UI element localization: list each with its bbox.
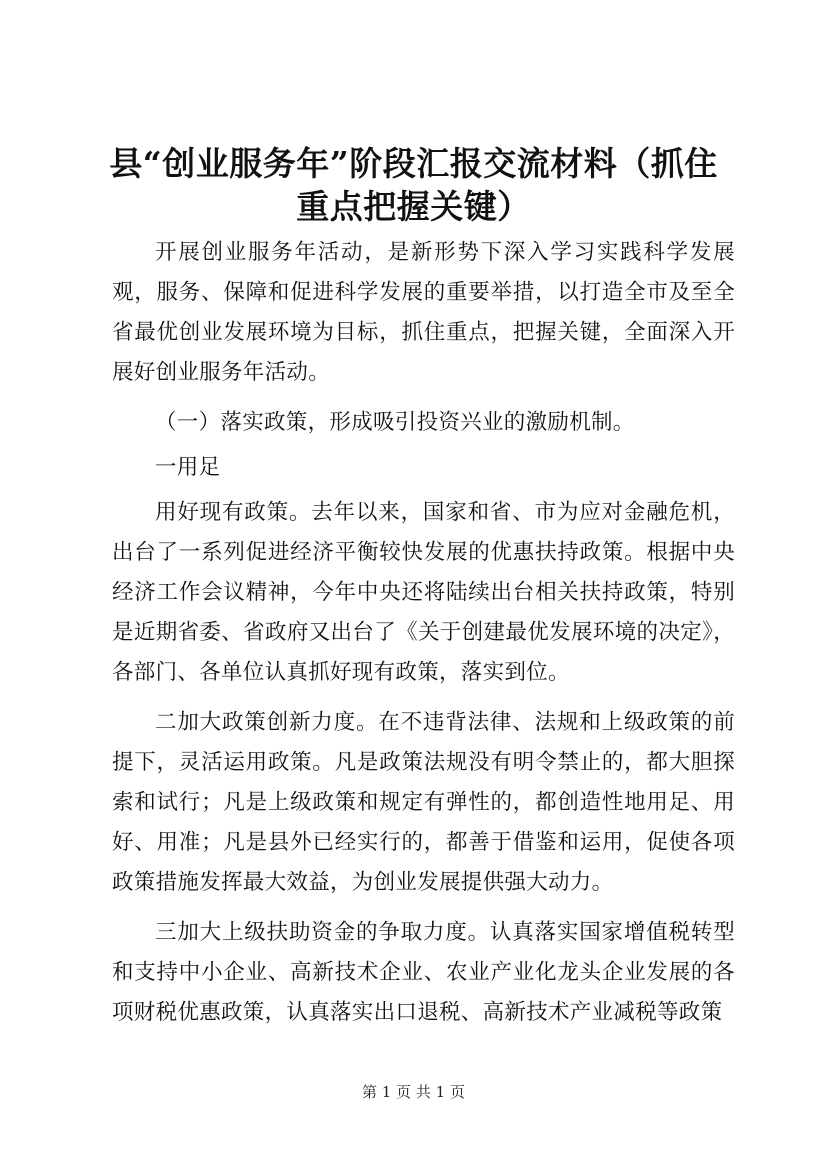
document-title: 县“创业服务年”阶段汇报交流材料（抓住重点把握关键） — [109, 144, 718, 226]
paragraph-item-two: 二加大政策创新力度。在不违背法律、法规和上级政策的前提下，灵活运用政策。凡是政策法规没有明令禁止的，都大胆探索和试行；凡是上级政策和规定有弹性的，都创造性地用足、用好、用准；凡是县外已经实行的，都善于借鉴和运用，促使各项政策措施发挥最大效益，为创业发展提供强大动力。 — [112, 710, 735, 895]
page-number-label: 第 1 页 共 1 页 — [362, 1083, 465, 1101]
paragraph-section-heading: （一）落实政策，形成吸引投资兴业的激励机制。 — [155, 410, 635, 435]
paragraph-intro: 开展创业服务年活动，是新形势下深入学习实践科学发展观，服务、保障和促进科学发展的重要举措，以打造全市及至全省最优创业发展环境为目标，抓住重点，把握关键，全面深入开展好创业服务年活动。 — [112, 240, 735, 385]
paragraph-item-one-heading: 一用足 — [155, 455, 221, 480]
page-footer — [0, 1082, 827, 1102]
paragraph-item-three: 三加大上级扶助资金的争取力度。认真落实国家增值税转型和支持中小企业、高新技术企业、农业产业化龙头企业发展的各项财税优惠政策，认真落实出口退税、高新技术产业减税等政策 — [112, 920, 735, 1025]
document-body — [112, 233, 735, 1038]
paragraph-item-one-body: 用好现有政策。去年以来，国家和省、市为应对金融危机，出台了一系列促进经济平衡较快发展的优惠扶持政策。根据中央经济工作会议精神，今年中央还将陆续出台相关扶持政策，特别是近期省委、省政府又出台了《关于创建最优发展环境的决定》，各部门、各单位认真抓好现有政策，落实到位。 — [112, 500, 735, 685]
